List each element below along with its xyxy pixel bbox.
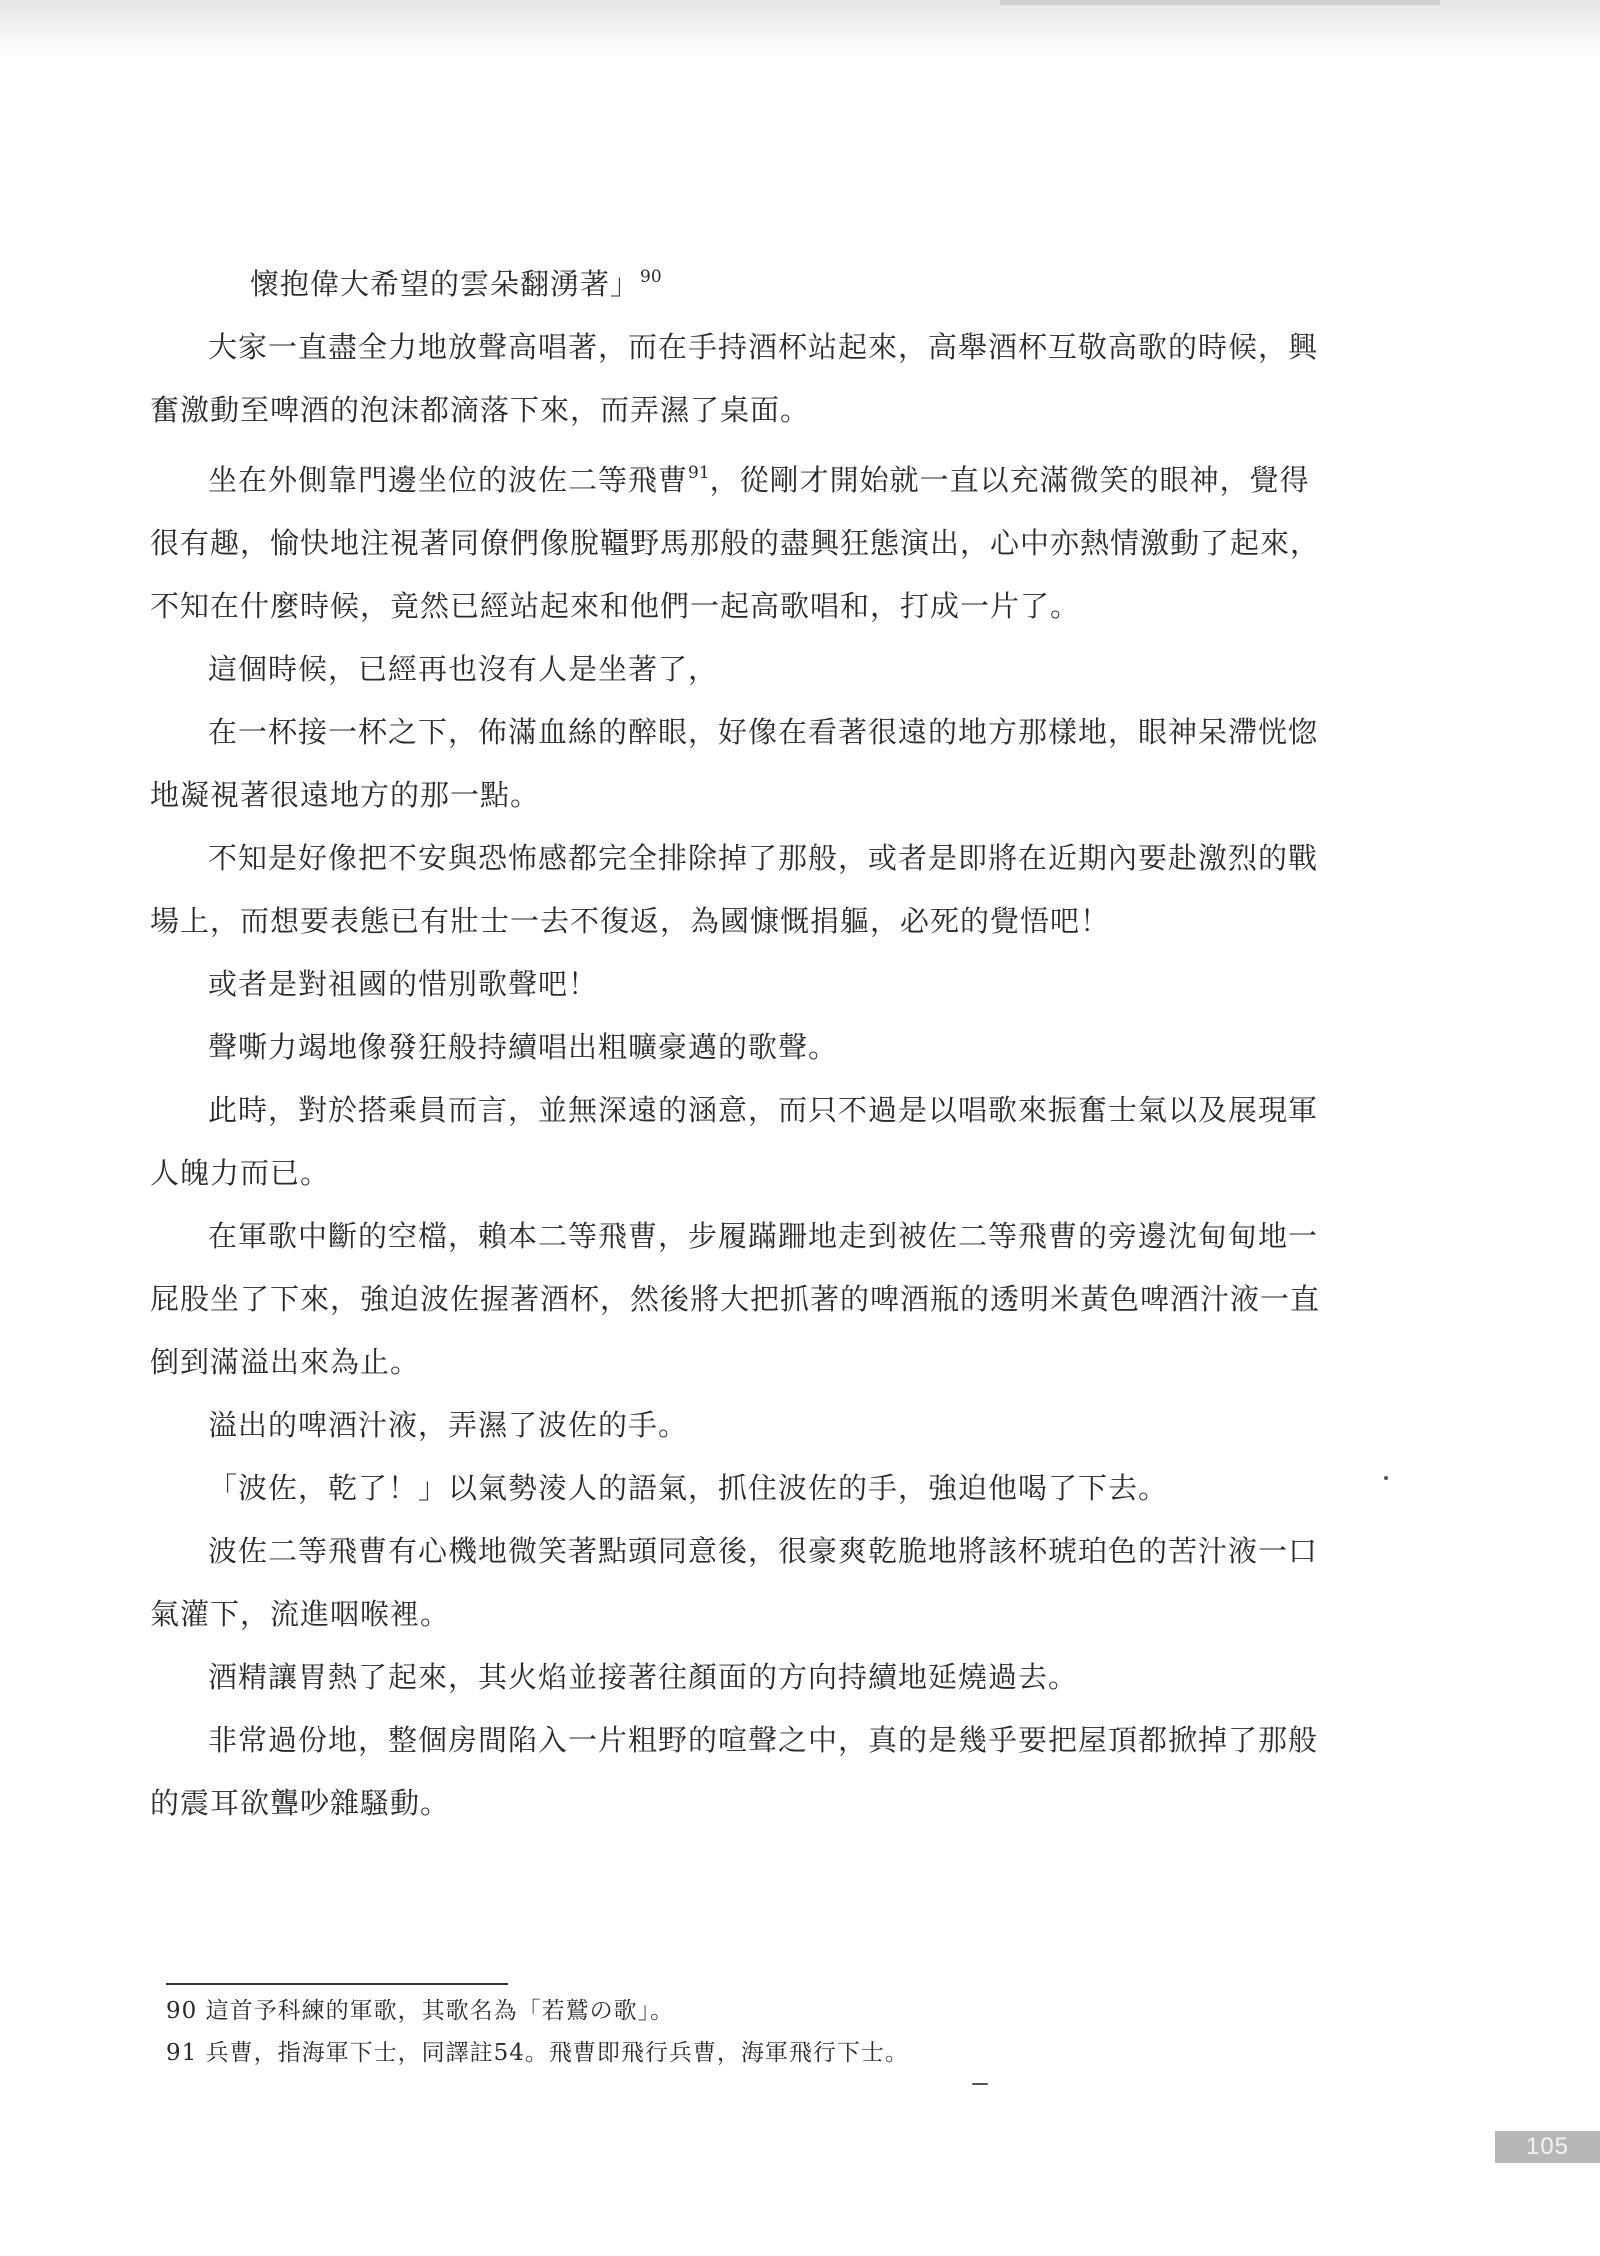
paragraph: 非常過份地，整個房間陷入一片粗野的喧聲之中，真的是幾乎要把屋頂都掀掉了那般的震耳欲聾吵雜騷動。 [150, 1723, 1319, 1820]
paragraph: 「波佐，乾了！」以氣勢淩人的語氣，抓住波佐的手，強迫他喝了下去。 [208, 1471, 1169, 1505]
paragraph: 不知是好像把不安與恐怖感都完全排除掉了那般，或者是即將在近期內要赴激烈的戰場上，而想要表態已有壯士一去不復返，為國慷慨捐軀，必死的覺悟吧！ [150, 841, 1319, 938]
footnotes [166, 1990, 1066, 2074]
paragraph: 波佐二等飛曹有心機地微笑著點頭同意後，很豪爽乾脆地將該杯琥珀色的苦汁液一口氣灌下，流進咽喉裡。 [150, 1534, 1319, 1631]
paragraph: 在軍歌中斷的空檔，賴本二等飛曹，步履蹣跚地走到被佐二等飛曹的旁邊沈甸甸地一屁股坐了下來，強迫波佐握著酒杯，然後將大把抓著的啤酒瓶的透明米黃色啤酒汁液一直倒到滿溢出來為止。 [150, 1219, 1321, 1379]
main-text [150, 246, 1334, 1835]
paragraph: 此時，對於搭乘員而言，並無深遠的涵意，而只不過是以唱歌來振奮士氣以及展現軍人魄力而已。 [150, 1093, 1319, 1190]
paragraph: 在一杯接一杯之下，佈滿血絲的醉眼，好像在看著很遠的地方那樣地，眼神呆滯恍惚地凝視著很遠地方的那一點。 [150, 715, 1319, 812]
footnote-90: 90 這首予科練的軍歌，其歌名為「若鷲の歌」。 [166, 1998, 675, 2024]
scan-edge-mark [1000, 0, 1440, 5]
paragraph: 聲嘶力竭地像發狂般持續唱出粗曠豪邁的歌聲。 [208, 1030, 839, 1064]
footnote-divider [166, 1983, 508, 1985]
scan-speck [972, 2083, 988, 2085]
footnote-ref-91: 91 [688, 463, 710, 483]
footnote-91: 91 兵曹，指海軍下士，同譯註54。飛曹即飛行兵曹，海軍飛行下士。 [166, 2040, 909, 2066]
paragraph: 坐在外側靠門邊坐位的波佐二等飛曹$^{91}$，從剛才開始就一直以充滿微笑的眼神，覺得很有趣，愉快地注視著同僚們像脫韁野馬那般的盡興狂態演出，心中亦熱情激動了起來，不知在什麼時候，竟然已經站起來和他們一起高歌唱和，打成一片了。 [150, 463, 1321, 623]
paragraph: 大家一直盡全力地放聲高唱著，而在手持酒杯站起來，高舉酒杯互敬高歌的時候，興奮激動至啤酒的泡沫都滴落下來，而弄濕了桌面。 [150, 330, 1319, 427]
scan-top-shadow [0, 0, 1600, 60]
paragraph: 這個時候，已經再也沒有人是坐著了， [208, 652, 719, 686]
paragraph: 酒精讓胃熱了起來，其火焰並接著往顏面的方向持續地延燒過去。 [208, 1660, 1079, 1694]
page-number: 105 [1495, 2131, 1600, 2163]
paragraph-quote-end: 懷抱偉大希望的雲朵翻湧著」$^{90}$ [250, 267, 662, 301]
footnote-ref-90: 90 [640, 267, 662, 287]
scan-speck [1384, 1476, 1388, 1480]
paragraph: 溢出的啤酒汁液，弄濕了波佐的手。 [208, 1408, 689, 1442]
paragraph: 或者是對祖國的惜別歌聲吧！ [208, 967, 599, 1001]
